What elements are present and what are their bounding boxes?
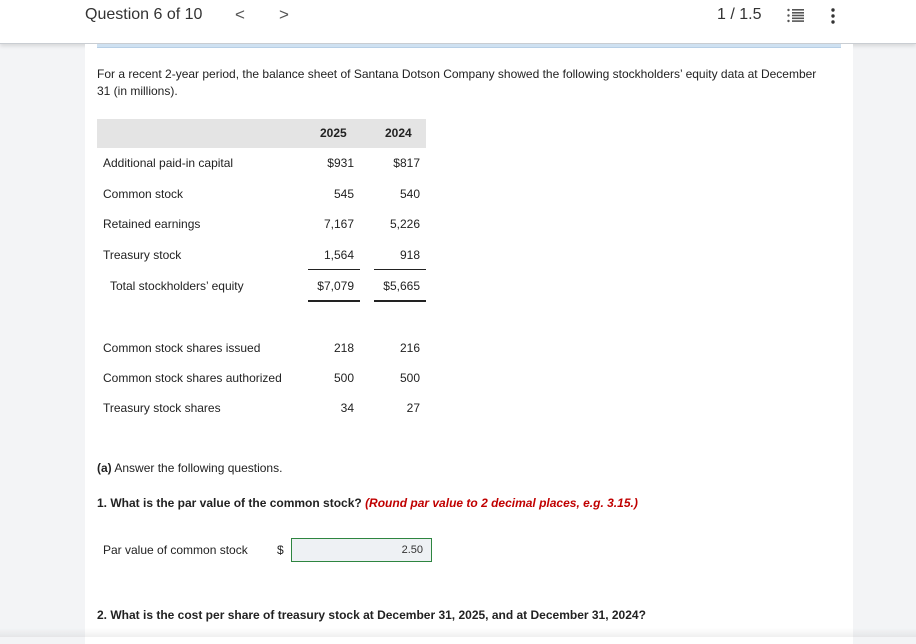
column-header-2025: 2025 bbox=[320, 126, 347, 140]
treasury-shares-2024: 27 bbox=[406, 401, 420, 415]
score-display: 1 / 1.5 bbox=[717, 6, 762, 23]
subtotal-rule-2025 bbox=[308, 269, 360, 270]
apic-2025: $931 bbox=[327, 156, 354, 170]
par-value-input[interactable] bbox=[291, 538, 432, 562]
part-a-text: Answer the following questions. bbox=[111, 461, 283, 475]
shares-authorized-2024: 500 bbox=[399, 371, 420, 385]
column-header-2024: 2024 bbox=[385, 126, 412, 140]
row-label-shares-issued: Common stock shares issued bbox=[103, 341, 261, 355]
question-banner bbox=[97, 44, 841, 48]
treasury-shares-2025: 34 bbox=[340, 401, 354, 415]
shares-issued-2024: 216 bbox=[399, 341, 420, 355]
more-options-icon[interactable] bbox=[826, 6, 840, 26]
currency-symbol: $ bbox=[277, 543, 284, 557]
shares-authorized-2025: 500 bbox=[333, 371, 354, 385]
table-header bbox=[97, 119, 426, 148]
row-label-treasury-stock: Treasury stock bbox=[103, 248, 182, 262]
row-label-common-stock: Common stock bbox=[103, 187, 184, 201]
subtotal-rule-2024 bbox=[374, 269, 426, 270]
retained-earnings-2024: 5,226 bbox=[389, 217, 420, 231]
rounding-hint: (Round par value to 2 decimal places, e.g. 3.15.) bbox=[365, 496, 638, 510]
treasury-stock-2024: 918 bbox=[399, 248, 420, 262]
par-value-label: Par value of common stock bbox=[103, 543, 248, 557]
total-equity-2025: $7,079 bbox=[317, 279, 354, 293]
retained-earnings-2025: 7,167 bbox=[323, 217, 354, 231]
treasury-stock-2025: 1,564 bbox=[323, 248, 354, 262]
question-2 bbox=[97, 608, 646, 622]
apic-2024: $817 bbox=[393, 156, 420, 170]
part-a-heading bbox=[97, 461, 282, 475]
page-bottom-edge bbox=[0, 628, 916, 637]
problem-intro: For a recent 2-year period, the balance sheet of Santana Dotson Company showed the following stockholders’ equity data at December 31 (in millions). bbox=[97, 67, 817, 98]
question-counter: Question 6 of 10 bbox=[85, 6, 203, 23]
row-label-total-equity: Total stockholders’ equity bbox=[110, 279, 244, 293]
total-equity-2024: $5,665 bbox=[383, 279, 420, 293]
total-rule-2025 bbox=[308, 300, 360, 302]
previous-question-button[interactable]: < bbox=[235, 5, 245, 24]
common-stock-2024: 540 bbox=[399, 187, 420, 201]
row-label-apic: Additional paid-in capital bbox=[103, 156, 234, 170]
row-label-shares-authorized: Common stock shares authorized bbox=[103, 371, 282, 385]
row-label-retained-earnings: Retained earnings bbox=[103, 217, 201, 231]
row-label-treasury-shares: Treasury stock shares bbox=[103, 401, 221, 415]
next-question-button[interactable]: > bbox=[279, 5, 289, 24]
question-2-text: 2. What is the cost per share of treasury stock at December 31, 2025, and at December 31, 2024? bbox=[97, 608, 646, 622]
common-stock-2025: 545 bbox=[333, 187, 354, 201]
shares-issued-2025: 218 bbox=[333, 341, 354, 355]
question-toolbar bbox=[0, 0, 916, 44]
total-rule-2024 bbox=[374, 300, 426, 302]
list-icon[interactable] bbox=[787, 8, 804, 23]
question-1 bbox=[97, 496, 638, 510]
question-1-text: 1. What is the par value of the common stock? bbox=[97, 496, 366, 510]
part-a-prefix: (a) bbox=[97, 461, 112, 475]
